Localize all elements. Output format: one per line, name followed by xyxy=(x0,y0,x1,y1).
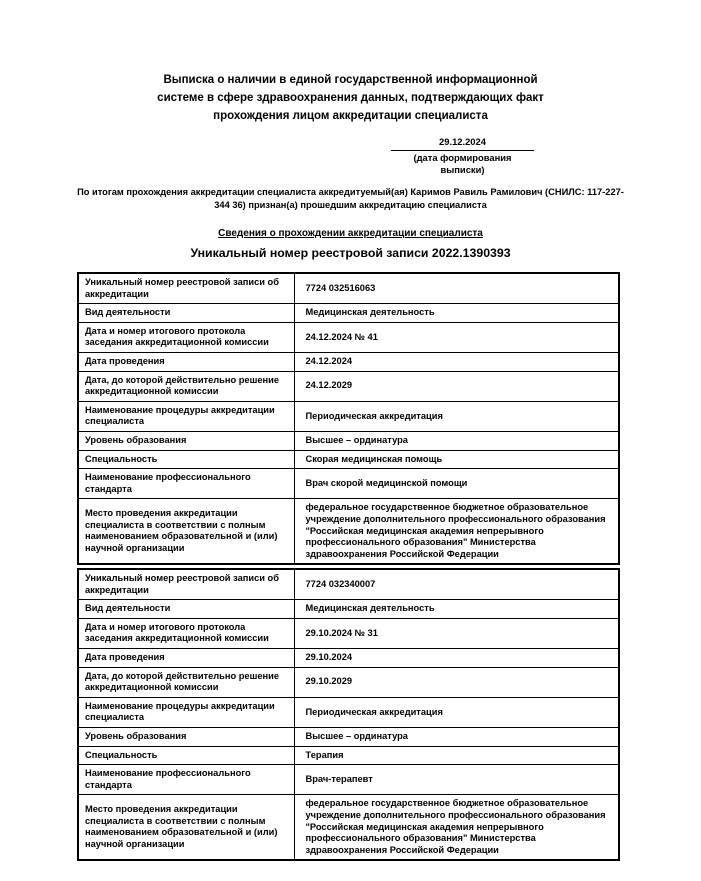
table-row xyxy=(78,600,619,619)
field-value: Медицинская деятельность xyxy=(294,600,619,619)
document-title xyxy=(0,71,701,125)
table-row xyxy=(78,697,619,727)
table-row xyxy=(78,667,619,697)
field-value: Терапия xyxy=(294,746,619,765)
table-row xyxy=(78,371,619,401)
table-row xyxy=(78,618,619,648)
table-row xyxy=(78,727,619,746)
field-value: федеральное государственное бюджетное образовательное учреждение дополнительного профессионального образования "Российская медицинская академия непрерывного профессионального образования" Министерства здравоохранения Российской Федерации xyxy=(294,499,619,564)
field-label: Дата и номер итогового протокола заседания аккредитационной комиссии xyxy=(78,322,294,352)
title-line-2: системе в сфере здравоохранения данных, подтверждающих факт xyxy=(157,92,544,104)
field-value: 7724 032340007 xyxy=(294,569,619,600)
table-row xyxy=(78,746,619,765)
field-value: 24.12.2024 xyxy=(294,352,619,371)
field-value: Врач-терапевт xyxy=(294,765,619,795)
field-label: Вид деятельности xyxy=(78,304,294,323)
table-row xyxy=(78,431,619,450)
field-value: 29.10.2024 № 31 xyxy=(294,618,619,648)
table-row xyxy=(78,352,619,371)
table-row xyxy=(78,469,619,499)
field-value: 24.12.2029 xyxy=(294,371,619,401)
table-row xyxy=(78,648,619,667)
field-label: Уникальный номер реестровой записи об аккредитации xyxy=(78,569,294,600)
table-row xyxy=(78,765,619,795)
field-label: Дата, до которой действительно решение аккредитационной комиссии xyxy=(78,371,294,401)
registry-heading: Уникальный номер реестровой записи 2022.1390393 xyxy=(190,246,511,260)
accreditation-table-1 xyxy=(77,272,620,565)
extract-date-label: (дата формирования выписки) xyxy=(413,152,512,175)
field-value: Скорая медицинская помощь xyxy=(294,450,619,469)
field-value: Высшее – ординатура xyxy=(294,727,619,746)
field-label: Место проведения аккредитации специалиста в соответствии с полным наименованием образовательной и (или) научной организации xyxy=(78,795,294,860)
field-label: Дата, до которой действительно решение аккредитационной комиссии xyxy=(78,667,294,697)
table-row xyxy=(78,304,619,323)
field-value: Периодическая аккредитация xyxy=(294,401,619,431)
field-label: Вид деятельности xyxy=(78,600,294,619)
field-label: Уникальный номер реестровой записи об аккредитации xyxy=(78,273,294,304)
field-label: Место проведения аккредитации специалиста в соответствии с полным наименованием образовательной и (или) научной организации xyxy=(78,499,294,564)
field-value: Периодическая аккредитация xyxy=(294,697,619,727)
table-row xyxy=(78,450,619,469)
field-value: Медицинская деятельность xyxy=(294,304,619,323)
field-label: Специальность xyxy=(78,450,294,469)
field-label: Уровень образования xyxy=(78,727,294,746)
field-value: 29.10.2029 xyxy=(294,667,619,697)
field-value: 24.12.2024 № 41 xyxy=(294,322,619,352)
field-label: Специальность xyxy=(78,746,294,765)
extract-date-block xyxy=(391,136,534,176)
accreditation-table-2 xyxy=(77,568,620,861)
field-label: Уровень образования xyxy=(78,431,294,450)
table-row xyxy=(78,401,619,431)
intro-paragraph: По итогам прохождения аккредитации специалиста аккредитуемый(ая) Каримов Равиль Рамилович (СНИЛС: 117-227-344 36) признан(а) прошедшим аккредитацию специалиста xyxy=(77,187,624,210)
field-label: Дата проведения xyxy=(78,352,294,371)
table-row xyxy=(78,273,619,304)
extract-date: 29.12.2024 xyxy=(391,136,534,151)
field-label: Наименование процедуры аккредитации специалиста xyxy=(78,401,294,431)
field-value: Высшее – ординатура xyxy=(294,431,619,450)
table-row xyxy=(78,569,619,600)
table-row xyxy=(78,499,619,564)
table-row xyxy=(78,322,619,352)
title-line-3: прохождения лицом аккредитации специалиста xyxy=(213,110,488,122)
field-value: 29.10.2024 xyxy=(294,648,619,667)
field-label: Дата проведения xyxy=(78,648,294,667)
field-value: Врач скорой медицинской помощи xyxy=(294,469,619,499)
field-value: федеральное государственное бюджетное образовательное учреждение дополнительного профессионального образования "Российская медицинская академия непрерывного профессионального образования" Министерства здравоохранения Российской Федерации xyxy=(294,795,619,860)
title-line-1: Выписка о наличии в единой государственной информационной xyxy=(163,74,538,86)
field-label: Наименование профессионального стандарта xyxy=(78,469,294,499)
field-label: Наименование профессионального стандарта xyxy=(78,765,294,795)
field-label: Наименование процедуры аккредитации специалиста xyxy=(78,697,294,727)
section-heading: Сведения о прохождении аккредитации специалиста xyxy=(218,228,483,239)
table-row xyxy=(78,795,619,860)
field-value: 7724 032516063 xyxy=(294,273,619,304)
field-label: Дата и номер итогового протокола заседания аккредитационной комиссии xyxy=(78,618,294,648)
